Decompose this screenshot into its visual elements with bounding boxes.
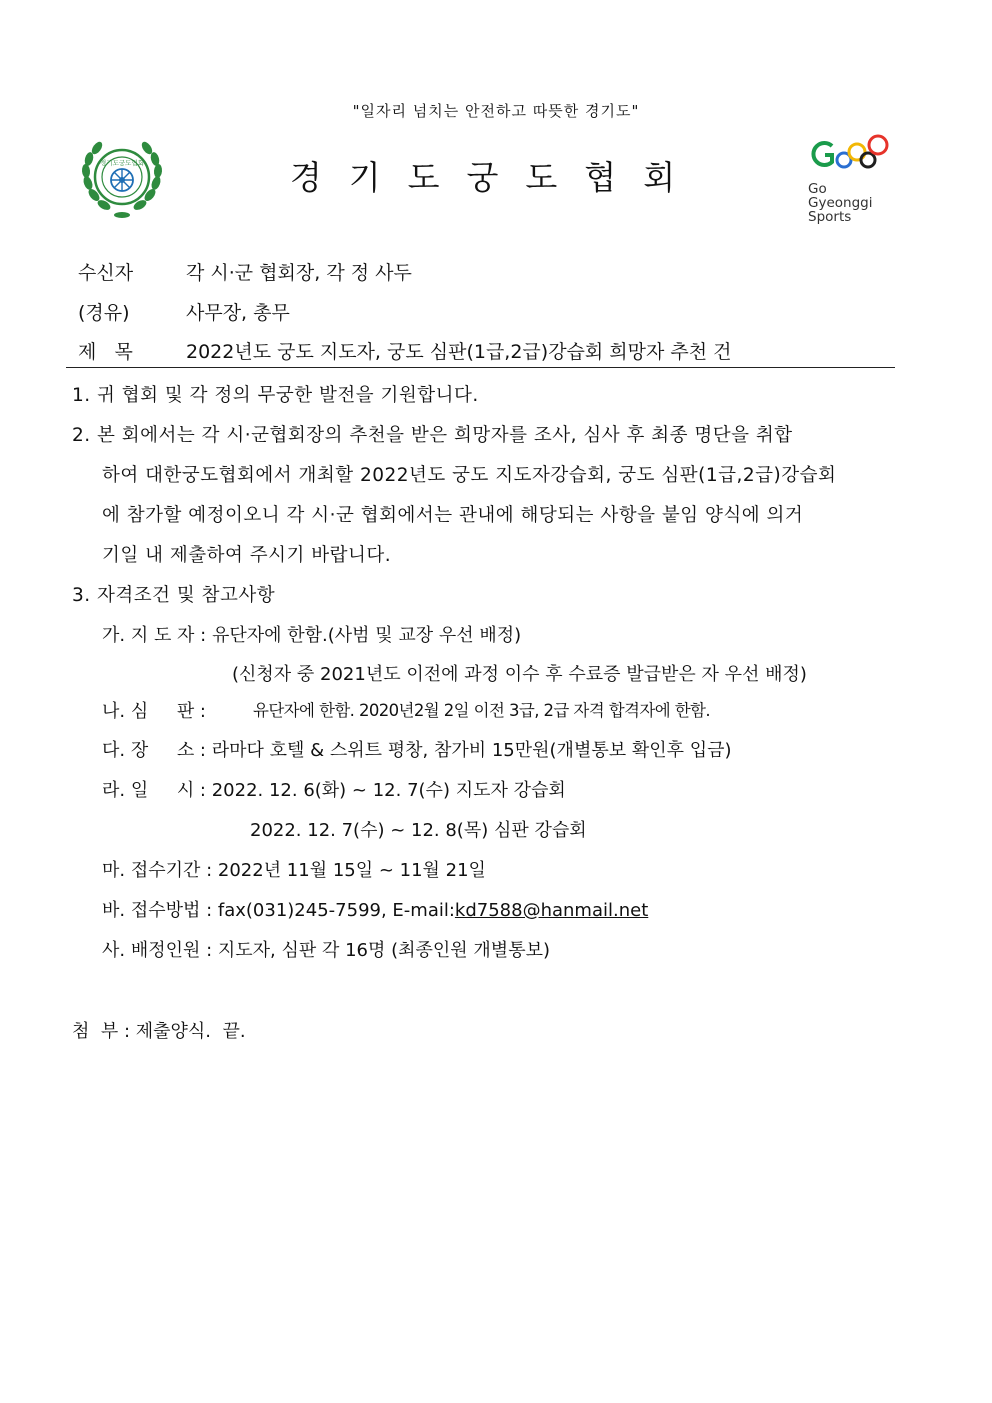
logo-line-go: Go: [808, 181, 827, 197]
go-gyeonggi-sports-logo: [808, 130, 898, 225]
paragraph-2-line-2: 하여 대한궁도협회에서 개최할 2022년도 궁도 지도자강습회, 궁도 심판(1급,2급)강습회: [102, 465, 837, 486]
item-referee: 유단자에 한함. 2020년2월 2일 이전 3급, 2급 자격 합격자에 한함.: [253, 701, 711, 720]
item-application-period: 마. 접수기간 : 2022년 11월 15일 ~ 11월 21일: [102, 860, 486, 881]
header-divider: [66, 367, 895, 368]
item-schedule-2: 2022. 12. 7(수) ~ 12. 8(목) 심판 강습회: [250, 820, 587, 841]
slogan: "일자리 넘치는 안전하고 따뜻한 경기도": [352, 102, 640, 120]
subject-value: 2022년도 궁도 지도자, 궁도 심판(1급,2급)강습회 희망자 추천 건: [186, 341, 732, 363]
item-venue: 다. 장 소 : 라마다 호텔 & 스위트 평창, 참가비 15만원(개별통보 확인후 입금): [102, 740, 732, 761]
recipient-value: 각 시·군 협회장, 각 정 사두: [186, 262, 412, 284]
logo-line-sports: Sports: [808, 209, 852, 225]
svg-text:경기도궁도협회: 경기도궁도협회: [100, 159, 144, 167]
attachment-line: 첨 부 : 제출양식. 끝.: [72, 1021, 246, 1042]
paragraph-2-line-1: 2. 본 회에서는 각 시·군협회장의 추천을 받은 희망자를 조사, 심사 후 최종 명단을 취합: [72, 425, 793, 446]
subject-label: 제 목: [78, 341, 133, 363]
application-method-text: 바. 접수방법 : fax(031)245-7599, E-mail:: [102, 900, 455, 921]
paragraph-1: 1. 귀 협회 및 각 정의 무궁한 발전을 기원합니다.: [72, 385, 479, 406]
via-label: (경유): [78, 302, 130, 324]
paragraph-3: 3. 자격조건 및 참고사항: [72, 585, 276, 606]
logo-line-gyeonggi: Gyeonggi: [808, 195, 873, 211]
via-value: 사무장, 총무: [186, 302, 290, 324]
item-schedule: 라. 일 시 : 2022. 12. 6(화) ~ 12. 7(수) 지도자 강습회: [102, 780, 566, 801]
item-application-method: [102, 896, 648, 922]
email-link[interactable]: kd7588@hanmail.net: [454, 900, 649, 921]
item-referee-label: 나. 심 판 :: [102, 701, 207, 722]
recipient-label: 수신자: [78, 262, 134, 284]
olympic-rings-icon: [808, 130, 898, 178]
paragraph-2-line-4: 기일 내 제출하여 주시기 바랍니다.: [102, 545, 392, 566]
item-allocation: 사. 배정인원 : 지도자, 심판 각 16명 (최종인원 개별통보): [102, 940, 550, 961]
item-instructor: 가. 지 도 자 : 유단자에 한함.(사범 및 교장 우선 배정): [102, 625, 522, 646]
page-title: 경기도궁도협회: [289, 158, 703, 197]
paragraph-2-line-3: 에 참가할 예정이오니 각 시·군 협회에서는 관내에 해당되는 사항을 붙임 양식에 의거: [102, 505, 804, 526]
item-instructor-note: (신청자 중 2021년도 이전에 과정 이수 후 수료증 발급받은 자 우선 배정): [232, 664, 807, 685]
